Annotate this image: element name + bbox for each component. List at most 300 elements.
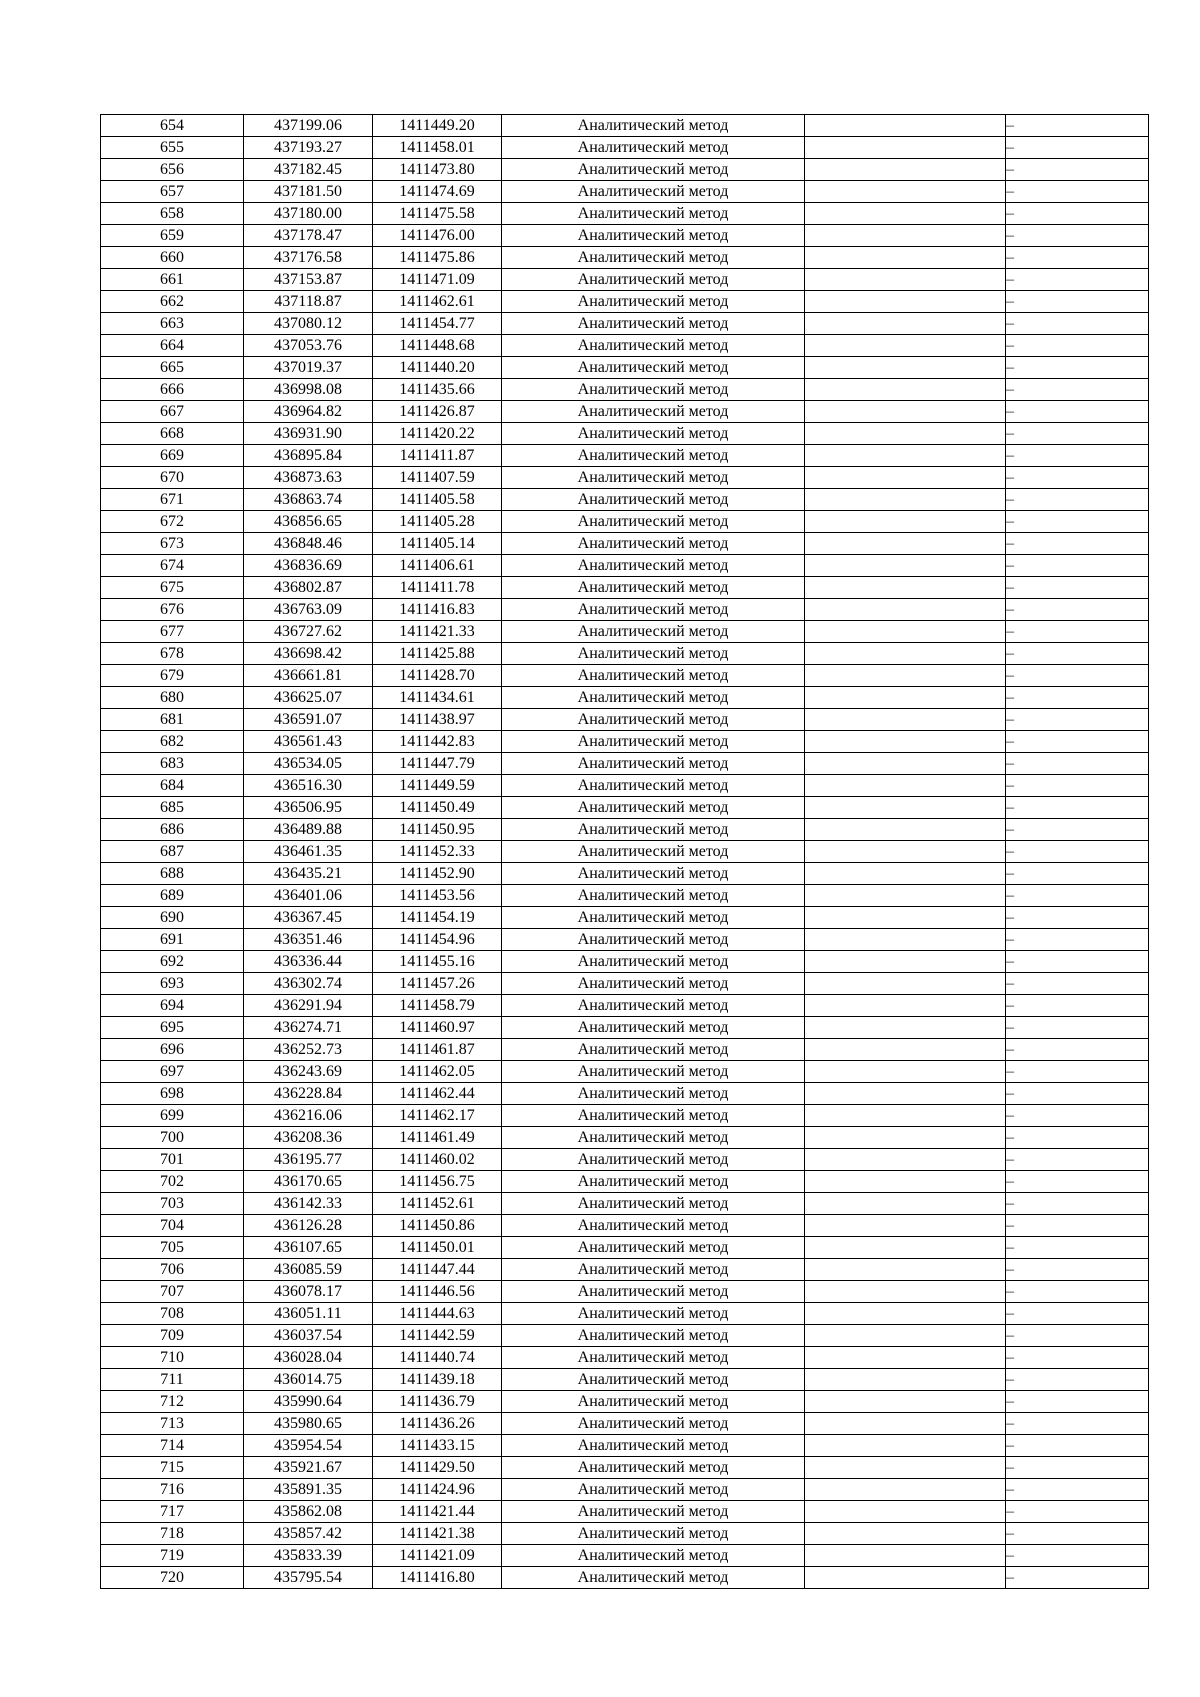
- method-cell: Аналитический метод: [502, 269, 805, 291]
- empty-cell: [805, 1501, 1006, 1523]
- empty-cell: [805, 1413, 1006, 1435]
- method-cell: Аналитический метод: [502, 753, 805, 775]
- table-row: [101, 621, 1149, 643]
- x-coordinate-cell: 436836.69: [244, 555, 373, 577]
- y-coordinate-cell: 1411421.38: [373, 1523, 502, 1545]
- method-cell: Аналитический метод: [502, 929, 805, 951]
- dash-cell: –: [1006, 797, 1149, 819]
- point-number-cell: 677: [101, 621, 244, 643]
- y-coordinate-cell: 1411426.87: [373, 401, 502, 423]
- point-number-cell: 696: [101, 1039, 244, 1061]
- y-coordinate-cell: 1411454.77: [373, 313, 502, 335]
- point-number-cell: 695: [101, 1017, 244, 1039]
- method-cell: Аналитический метод: [502, 731, 805, 753]
- table-row: [101, 467, 1149, 489]
- table-row: [101, 533, 1149, 555]
- empty-cell: [805, 379, 1006, 401]
- x-coordinate-cell: 436195.77: [244, 1149, 373, 1171]
- x-coordinate-cell: 437193.27: [244, 137, 373, 159]
- dash-cell: –: [1006, 599, 1149, 621]
- y-coordinate-cell: 1411454.96: [373, 929, 502, 951]
- table-row: [101, 1061, 1149, 1083]
- empty-cell: [805, 269, 1006, 291]
- dash-cell: –: [1006, 1039, 1149, 1061]
- method-cell: Аналитический метод: [502, 973, 805, 995]
- x-coordinate-cell: 437199.06: [244, 115, 373, 137]
- y-coordinate-cell: 1411460.02: [373, 1149, 502, 1171]
- y-coordinate-cell: 1411421.33: [373, 621, 502, 643]
- point-number-cell: 673: [101, 533, 244, 555]
- y-coordinate-cell: 1411450.01: [373, 1237, 502, 1259]
- empty-cell: [805, 731, 1006, 753]
- table-row: [101, 1391, 1149, 1413]
- dash-cell: –: [1006, 1369, 1149, 1391]
- method-cell: Аналитический метод: [502, 313, 805, 335]
- dash-cell: –: [1006, 929, 1149, 951]
- y-coordinate-cell: 1411411.87: [373, 445, 502, 467]
- dash-cell: –: [1006, 951, 1149, 973]
- table-row: [101, 775, 1149, 797]
- x-coordinate-cell: 436516.30: [244, 775, 373, 797]
- method-cell: Аналитический метод: [502, 423, 805, 445]
- x-coordinate-cell: 436998.08: [244, 379, 373, 401]
- empty-cell: [805, 1259, 1006, 1281]
- empty-cell: [805, 335, 1006, 357]
- point-number-cell: 708: [101, 1303, 244, 1325]
- point-number-cell: 703: [101, 1193, 244, 1215]
- y-coordinate-cell: 1411447.79: [373, 753, 502, 775]
- y-coordinate-cell: 1411460.97: [373, 1017, 502, 1039]
- x-coordinate-cell: 437180.00: [244, 203, 373, 225]
- point-number-cell: 699: [101, 1105, 244, 1127]
- y-coordinate-cell: 1411433.15: [373, 1435, 502, 1457]
- y-coordinate-cell: 1411457.26: [373, 973, 502, 995]
- x-coordinate-cell: 436931.90: [244, 423, 373, 445]
- y-coordinate-cell: 1411462.05: [373, 1061, 502, 1083]
- method-cell: Аналитический метод: [502, 885, 805, 907]
- y-coordinate-cell: 1411452.33: [373, 841, 502, 863]
- x-coordinate-cell: 437178.47: [244, 225, 373, 247]
- method-cell: Аналитический метод: [502, 1193, 805, 1215]
- empty-cell: [805, 1149, 1006, 1171]
- dash-cell: –: [1006, 753, 1149, 775]
- x-coordinate-cell: 436461.35: [244, 841, 373, 863]
- x-coordinate-cell: 436964.82: [244, 401, 373, 423]
- table-row: [101, 1457, 1149, 1479]
- empty-cell: [805, 1237, 1006, 1259]
- method-cell: Аналитический метод: [502, 1149, 805, 1171]
- method-cell: Аналитический метод: [502, 203, 805, 225]
- point-number-cell: 709: [101, 1325, 244, 1347]
- point-number-cell: 684: [101, 775, 244, 797]
- dash-cell: –: [1006, 973, 1149, 995]
- empty-cell: [805, 1567, 1006, 1589]
- dash-cell: –: [1006, 181, 1149, 203]
- x-coordinate-cell: 436661.81: [244, 665, 373, 687]
- method-cell: Аналитический метод: [502, 489, 805, 511]
- point-number-cell: 687: [101, 841, 244, 863]
- table-row: [101, 995, 1149, 1017]
- point-number-cell: 654: [101, 115, 244, 137]
- y-coordinate-cell: 1411450.49: [373, 797, 502, 819]
- table-row: [101, 1127, 1149, 1149]
- x-coordinate-cell: 436014.75: [244, 1369, 373, 1391]
- dash-cell: –: [1006, 159, 1149, 181]
- table-row: [101, 599, 1149, 621]
- dash-cell: –: [1006, 1215, 1149, 1237]
- point-number-cell: 717: [101, 1501, 244, 1523]
- empty-cell: [805, 1083, 1006, 1105]
- point-number-cell: 711: [101, 1369, 244, 1391]
- dash-cell: –: [1006, 665, 1149, 687]
- method-cell: Аналитический метод: [502, 1523, 805, 1545]
- x-coordinate-cell: 436895.84: [244, 445, 373, 467]
- dash-cell: –: [1006, 1237, 1149, 1259]
- point-number-cell: 682: [101, 731, 244, 753]
- point-number-cell: 706: [101, 1259, 244, 1281]
- y-coordinate-cell: 1411424.96: [373, 1479, 502, 1501]
- table-row: [101, 247, 1149, 269]
- table-row: [101, 1281, 1149, 1303]
- y-coordinate-cell: 1411476.00: [373, 225, 502, 247]
- x-coordinate-cell: 436085.59: [244, 1259, 373, 1281]
- y-coordinate-cell: 1411429.50: [373, 1457, 502, 1479]
- point-number-cell: 691: [101, 929, 244, 951]
- table-row: [101, 951, 1149, 973]
- table-row: [101, 1215, 1149, 1237]
- point-number-cell: 705: [101, 1237, 244, 1259]
- dash-cell: –: [1006, 995, 1149, 1017]
- table-row: [101, 137, 1149, 159]
- y-coordinate-cell: 1411449.20: [373, 115, 502, 137]
- empty-cell: [805, 599, 1006, 621]
- method-cell: Аналитический метод: [502, 137, 805, 159]
- empty-cell: [805, 1325, 1006, 1347]
- method-cell: Аналитический метод: [502, 1281, 805, 1303]
- table-row: [101, 819, 1149, 841]
- method-cell: Аналитический метод: [502, 995, 805, 1017]
- table-row: [101, 885, 1149, 907]
- x-coordinate-cell: 436274.71: [244, 1017, 373, 1039]
- point-number-cell: 688: [101, 863, 244, 885]
- x-coordinate-cell: 436401.06: [244, 885, 373, 907]
- y-coordinate-cell: 1411462.17: [373, 1105, 502, 1127]
- method-cell: Аналитический метод: [502, 687, 805, 709]
- x-coordinate-cell: 436302.74: [244, 973, 373, 995]
- method-cell: Аналитический метод: [502, 555, 805, 577]
- y-coordinate-cell: 1411452.90: [373, 863, 502, 885]
- dash-cell: –: [1006, 1259, 1149, 1281]
- method-cell: Аналитический метод: [502, 379, 805, 401]
- x-coordinate-cell: 436208.36: [244, 1127, 373, 1149]
- dash-cell: –: [1006, 775, 1149, 797]
- dash-cell: –: [1006, 1391, 1149, 1413]
- x-coordinate-cell: 437153.87: [244, 269, 373, 291]
- x-coordinate-cell: 436698.42: [244, 643, 373, 665]
- table-row: [101, 863, 1149, 885]
- method-cell: Аналитический метод: [502, 1567, 805, 1589]
- point-number-cell: 675: [101, 577, 244, 599]
- x-coordinate-cell: 436856.65: [244, 511, 373, 533]
- empty-cell: [805, 247, 1006, 269]
- dash-cell: –: [1006, 423, 1149, 445]
- y-coordinate-cell: 1411450.86: [373, 1215, 502, 1237]
- dash-cell: –: [1006, 709, 1149, 731]
- table-row: [101, 1237, 1149, 1259]
- point-number-cell: 704: [101, 1215, 244, 1237]
- point-number-cell: 667: [101, 401, 244, 423]
- y-coordinate-cell: 1411421.44: [373, 1501, 502, 1523]
- empty-cell: [805, 115, 1006, 137]
- x-coordinate-cell: 435795.54: [244, 1567, 373, 1589]
- empty-cell: [805, 863, 1006, 885]
- dash-cell: –: [1006, 1479, 1149, 1501]
- table-row: [101, 797, 1149, 819]
- y-coordinate-cell: 1411452.61: [373, 1193, 502, 1215]
- empty-cell: [805, 1281, 1006, 1303]
- table-row: [101, 511, 1149, 533]
- x-coordinate-cell: 435857.42: [244, 1523, 373, 1545]
- point-number-cell: 680: [101, 687, 244, 709]
- point-number-cell: 670: [101, 467, 244, 489]
- x-coordinate-cell: 436625.07: [244, 687, 373, 709]
- y-coordinate-cell: 1411416.80: [373, 1567, 502, 1589]
- y-coordinate-cell: 1411407.59: [373, 467, 502, 489]
- dash-cell: –: [1006, 687, 1149, 709]
- dash-cell: –: [1006, 225, 1149, 247]
- dash-cell: –: [1006, 1501, 1149, 1523]
- table-row: [101, 643, 1149, 665]
- empty-cell: [805, 137, 1006, 159]
- method-cell: Аналитический метод: [502, 467, 805, 489]
- x-coordinate-cell: 436170.65: [244, 1171, 373, 1193]
- empty-cell: [805, 511, 1006, 533]
- table-row: [101, 1501, 1149, 1523]
- empty-cell: [805, 665, 1006, 687]
- method-cell: Аналитический метод: [502, 665, 805, 687]
- y-coordinate-cell: 1411411.78: [373, 577, 502, 599]
- table-row: [101, 1303, 1149, 1325]
- point-number-cell: 692: [101, 951, 244, 973]
- dash-cell: –: [1006, 1457, 1149, 1479]
- point-number-cell: 660: [101, 247, 244, 269]
- method-cell: Аналитический метод: [502, 599, 805, 621]
- dash-cell: –: [1006, 1193, 1149, 1215]
- method-cell: Аналитический метод: [502, 643, 805, 665]
- empty-cell: [805, 753, 1006, 775]
- dash-cell: –: [1006, 819, 1149, 841]
- y-coordinate-cell: 1411462.44: [373, 1083, 502, 1105]
- empty-cell: [805, 1017, 1006, 1039]
- method-cell: Аналитический метод: [502, 1391, 805, 1413]
- method-cell: Аналитический метод: [502, 1303, 805, 1325]
- empty-cell: [805, 225, 1006, 247]
- dash-cell: –: [1006, 643, 1149, 665]
- table-row: [101, 1193, 1149, 1215]
- table-row: [101, 555, 1149, 577]
- y-coordinate-cell: 1411474.69: [373, 181, 502, 203]
- point-number-cell: 661: [101, 269, 244, 291]
- x-coordinate-cell: 437176.58: [244, 247, 373, 269]
- y-coordinate-cell: 1411456.75: [373, 1171, 502, 1193]
- y-coordinate-cell: 1411438.97: [373, 709, 502, 731]
- empty-cell: [805, 1127, 1006, 1149]
- method-cell: Аналитический метод: [502, 621, 805, 643]
- method-cell: Аналитический метод: [502, 1237, 805, 1259]
- dash-cell: –: [1006, 731, 1149, 753]
- empty-cell: [805, 1193, 1006, 1215]
- x-coordinate-cell: 436561.43: [244, 731, 373, 753]
- point-number-cell: 701: [101, 1149, 244, 1171]
- dash-cell: –: [1006, 1567, 1149, 1589]
- y-coordinate-cell: 1411416.83: [373, 599, 502, 621]
- empty-cell: [805, 687, 1006, 709]
- method-cell: Аналитический метод: [502, 1369, 805, 1391]
- method-cell: Аналитический метод: [502, 577, 805, 599]
- point-number-cell: 676: [101, 599, 244, 621]
- point-number-cell: 664: [101, 335, 244, 357]
- table-row: [101, 159, 1149, 181]
- point-number-cell: 707: [101, 1281, 244, 1303]
- method-cell: Аналитический метод: [502, 533, 805, 555]
- x-coordinate-cell: 436028.04: [244, 1347, 373, 1369]
- dash-cell: –: [1006, 357, 1149, 379]
- table-row: [101, 1039, 1149, 1061]
- empty-cell: [805, 445, 1006, 467]
- method-cell: Аналитический метод: [502, 1435, 805, 1457]
- y-coordinate-cell: 1411454.19: [373, 907, 502, 929]
- method-cell: Аналитический метод: [502, 775, 805, 797]
- dash-cell: –: [1006, 1083, 1149, 1105]
- x-coordinate-cell: 436848.46: [244, 533, 373, 555]
- table-row: [101, 445, 1149, 467]
- x-coordinate-cell: 436107.65: [244, 1237, 373, 1259]
- table-row: [101, 907, 1149, 929]
- y-coordinate-cell: 1411462.61: [373, 291, 502, 313]
- point-number-cell: 662: [101, 291, 244, 313]
- empty-cell: [805, 819, 1006, 841]
- empty-cell: [805, 951, 1006, 973]
- method-cell: Аналитический метод: [502, 1105, 805, 1127]
- x-coordinate-cell: 435921.67: [244, 1457, 373, 1479]
- empty-cell: [805, 1369, 1006, 1391]
- dash-cell: –: [1006, 533, 1149, 555]
- table-row: [101, 225, 1149, 247]
- x-coordinate-cell: 436228.84: [244, 1083, 373, 1105]
- method-cell: Аналитический метод: [502, 291, 805, 313]
- dash-cell: –: [1006, 1171, 1149, 1193]
- empty-cell: [805, 775, 1006, 797]
- table-row: [101, 731, 1149, 753]
- dash-cell: –: [1006, 467, 1149, 489]
- y-coordinate-cell: 1411421.09: [373, 1545, 502, 1567]
- x-coordinate-cell: 437053.76: [244, 335, 373, 357]
- y-coordinate-cell: 1411436.26: [373, 1413, 502, 1435]
- dash-cell: –: [1006, 269, 1149, 291]
- method-cell: Аналитический метод: [502, 225, 805, 247]
- table-row: [101, 1325, 1149, 1347]
- empty-cell: [805, 1171, 1006, 1193]
- x-coordinate-cell: 436489.88: [244, 819, 373, 841]
- empty-cell: [805, 1457, 1006, 1479]
- x-coordinate-cell: 435990.64: [244, 1391, 373, 1413]
- method-cell: Аналитический метод: [502, 357, 805, 379]
- point-number-cell: 694: [101, 995, 244, 1017]
- table-row: [101, 687, 1149, 709]
- x-coordinate-cell: 436534.05: [244, 753, 373, 775]
- dash-cell: –: [1006, 291, 1149, 313]
- point-number-cell: 693: [101, 973, 244, 995]
- point-number-cell: 679: [101, 665, 244, 687]
- empty-cell: [805, 423, 1006, 445]
- y-coordinate-cell: 1411436.79: [373, 1391, 502, 1413]
- method-cell: Аналитический метод: [502, 951, 805, 973]
- table-row: [101, 1413, 1149, 1435]
- point-number-cell: 710: [101, 1347, 244, 1369]
- y-coordinate-cell: 1411444.63: [373, 1303, 502, 1325]
- y-coordinate-cell: 1411449.59: [373, 775, 502, 797]
- x-coordinate-cell: 436506.95: [244, 797, 373, 819]
- dash-cell: –: [1006, 1435, 1149, 1457]
- dash-cell: –: [1006, 379, 1149, 401]
- empty-cell: [805, 907, 1006, 929]
- table-row: [101, 423, 1149, 445]
- dash-cell: –: [1006, 1105, 1149, 1127]
- dash-cell: –: [1006, 445, 1149, 467]
- y-coordinate-cell: 1411471.09: [373, 269, 502, 291]
- method-cell: Аналитический метод: [502, 335, 805, 357]
- x-coordinate-cell: 437019.37: [244, 357, 373, 379]
- method-cell: Аналитический метод: [502, 1413, 805, 1435]
- x-coordinate-cell: 436291.94: [244, 995, 373, 1017]
- method-cell: Аналитический метод: [502, 1479, 805, 1501]
- x-coordinate-cell: 437181.50: [244, 181, 373, 203]
- dash-cell: –: [1006, 885, 1149, 907]
- dash-cell: –: [1006, 1281, 1149, 1303]
- empty-cell: [805, 709, 1006, 731]
- y-coordinate-cell: 1411461.49: [373, 1127, 502, 1149]
- x-coordinate-cell: 435891.35: [244, 1479, 373, 1501]
- empty-cell: [805, 929, 1006, 951]
- y-coordinate-cell: 1411440.20: [373, 357, 502, 379]
- empty-cell: [805, 555, 1006, 577]
- empty-cell: [805, 1061, 1006, 1083]
- method-cell: Аналитический метод: [502, 115, 805, 137]
- method-cell: Аналитический метод: [502, 797, 805, 819]
- point-number-cell: 674: [101, 555, 244, 577]
- y-coordinate-cell: 1411447.44: [373, 1259, 502, 1281]
- point-number-cell: 663: [101, 313, 244, 335]
- method-cell: Аналитический метод: [502, 709, 805, 731]
- method-cell: Аналитический метод: [502, 1017, 805, 1039]
- empty-cell: [805, 1303, 1006, 1325]
- table-row: [101, 489, 1149, 511]
- method-cell: Аналитический метод: [502, 1325, 805, 1347]
- table-row: [101, 1083, 1149, 1105]
- table-row: [101, 1347, 1149, 1369]
- empty-cell: [805, 1523, 1006, 1545]
- point-number-cell: 657: [101, 181, 244, 203]
- table-row: [101, 1259, 1149, 1281]
- dash-cell: –: [1006, 401, 1149, 423]
- table-row: [101, 1545, 1149, 1567]
- method-cell: Аналитический метод: [502, 511, 805, 533]
- table-row: [101, 269, 1149, 291]
- method-cell: Аналитический метод: [502, 1457, 805, 1479]
- empty-cell: [805, 1545, 1006, 1567]
- empty-cell: [805, 885, 1006, 907]
- empty-cell: [805, 1435, 1006, 1457]
